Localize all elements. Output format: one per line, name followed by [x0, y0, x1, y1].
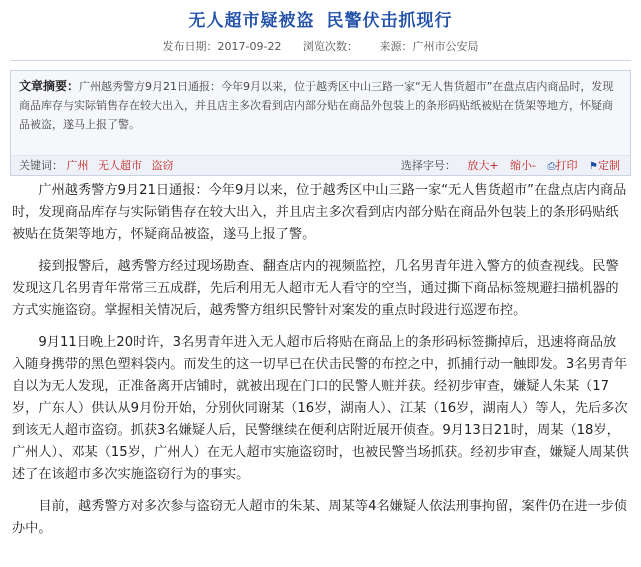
article-tools — [401, 156, 620, 176]
view-count: 浏览次数： — [302, 40, 358, 53]
keyword-link[interactable]: 无人超市 — [98, 159, 142, 172]
keyword-toolbar — [10, 155, 631, 176]
print-button[interactable] — [548, 159, 578, 172]
abstract-box — [10, 70, 631, 156]
paragraph: 广州越秀警方9月21日通报：今年9月以来，位于越秀区中山三路一家“无人售货超市”在盘点店内商品时，发现商品库存与实际销售存在较大出入，并且店主多次看到店内部分贴在商品外包装上的条形码贴纸被贴在货架等地方，怀疑商品被盗，遂马上报了警。 — [12, 183, 627, 242]
shrink-font-button[interactable]: 缩小- — [510, 159, 537, 172]
paragraph: 9月11日晚上20时许，3名男青年进入无人超市后将贴在商品上的条形码标签撕掉后，迅速将商品放入随身携带的黑色塑料袋内。而发生的这一切早已在伏击民警的布控之中，抓捕行动一触即发。3名男青年自以为无人发现，正准备离开店铺时，就被出现在门口的民警人赃并获。经初步审查，嫌疑人朱某（17岁，广东人）供认从9月份开始，分别伙同谢某（16岁，湖南人）、江某（16岁，湖南人）等人，先后多次到该无人超市盗窃。抓获3名嫌疑人后，民警继续在便利店附近展开侦查。9月13日21时，周某（18岁，广州人）、邓某（15岁，广州人）在无人超市实施盗窃时，也被民警当场抓获。经初步审查，嫌疑人周某供述了在该超市多次实施盗窃行为的事实。 — [12, 335, 629, 482]
printer-icon: ⎙ — [547, 161, 556, 172]
enlarge-font-button[interactable]: 放大+ — [467, 159, 499, 172]
print-label: 打印 — [555, 159, 578, 172]
keywords-label: 关键词： — [19, 159, 63, 172]
paragraph: 目前，越秀警方对多次参与盗窃无人超市的朱某、周某等4名嫌疑人依法刑事拘留，案件仍在进一步侦办中。 — [12, 499, 628, 536]
customize-button[interactable] — [589, 159, 620, 172]
title-part-1: 无人超市疑被盗 — [188, 11, 315, 31]
abstract-text: 广州越秀警方9月21日通报：今年9月以来，位于越秀区中山三路一家“无人售货超市”在盘点店内商品时，发现商品库存与实际销售存在较大出入，并且店主多次看到店内部分贴在商品外包装上的条形码贴纸被贴在货架等地方，怀疑商品被盗，遂马上报了警。 — [19, 80, 614, 131]
publish-date: 发布日期：2017-09-22 — [162, 40, 282, 53]
keyword-link[interactable]: 盗窃 — [151, 159, 174, 172]
article-meta — [0, 38, 641, 54]
abstract-label: 文章摘要： — [19, 79, 80, 93]
keyword-link[interactable]: 广州 — [66, 159, 89, 172]
bookmark-icon: ⚑ — [589, 161, 598, 172]
customize-label: 定制 — [598, 159, 620, 172]
article-source: 来源：广州市公安局 — [379, 40, 479, 53]
paragraph: 接到报警后，越秀警方经过现场勘查、翻查店内的视频监控，几名男青年进入警方的侦查视线。民警发现这几名男青年常常三五成群，先后利用无人超市无人看守的空当，通过撕下商品标签规避扫描机器的方式实施盗窃。掌握相关情况后，越秀警方组织民警针对案发的重点时段进行巡逻布控。 — [12, 259, 619, 318]
title-part-2: 民警伏击抓现行 — [326, 11, 453, 31]
font-size-label: 选择字号： — [400, 159, 456, 172]
article-title — [0, 6, 641, 31]
divider — [10, 60, 631, 61]
article-body — [12, 180, 629, 550]
